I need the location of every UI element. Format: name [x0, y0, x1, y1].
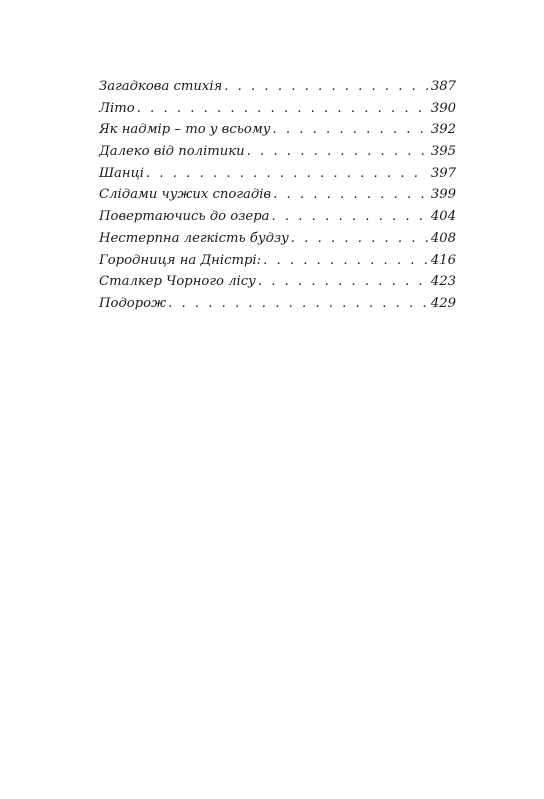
toc-entry-page: 408 — [430, 230, 456, 246]
table-of-contents — [99, 76, 456, 315]
toc-entry-page: 387 — [430, 79, 456, 94]
toc-entry-title: Далеко від політики — [99, 144, 245, 160]
toc-entry — [99, 184, 456, 206]
dot-leader — [146, 163, 428, 185]
dot-leader — [291, 228, 428, 250]
toc-entry — [99, 141, 456, 163]
toc-entry-title: Подорож — [99, 295, 167, 311]
toc-entry-title: Як надмір – то у всьому — [99, 122, 271, 138]
toc-entry-page: 390 — [430, 100, 456, 116]
toc-entry-title: Городниця на Дністрі: — [99, 252, 262, 268]
toc-entry — [99, 293, 456, 315]
toc-entry — [99, 271, 456, 293]
toc-entry-page: 392 — [430, 122, 456, 138]
toc-entry-title: Повертаючись до озера — [99, 209, 270, 225]
toc-entry-title: Нестерпна легкість будзу — [99, 230, 289, 246]
dot-leader — [168, 293, 428, 315]
toc-entry — [99, 76, 456, 98]
toc-entry-title: Слідами чужих спогадів — [99, 187, 272, 203]
toc-entry-title: Загадкова стихія — [99, 79, 223, 94]
dot-leader — [137, 98, 428, 120]
toc-entry-title: Сталкер Чорного лісу — [99, 274, 256, 290]
dot-leader — [272, 119, 427, 141]
toc-entry — [99, 163, 456, 185]
toc-entry-title: Шанці — [99, 165, 145, 181]
toc-entry-page: 397 — [430, 165, 456, 181]
toc-entry-page: 399 — [430, 187, 456, 203]
toc-entry — [99, 206, 456, 228]
toc-entry — [99, 228, 456, 250]
toc-entry-title: Літо — [99, 100, 135, 116]
toc-entry-page: 429 — [430, 295, 456, 311]
toc-entry-page: 423 — [430, 274, 456, 290]
toc-entry-page: 416 — [430, 252, 456, 268]
toc-entry-page: 395 — [430, 144, 456, 160]
dot-leader — [263, 250, 428, 272]
toc-entry-page: 404 — [430, 209, 456, 225]
toc-entry — [99, 250, 456, 272]
dot-leader — [258, 271, 428, 293]
dot-leader — [273, 184, 428, 206]
dot-leader — [272, 206, 428, 228]
toc-entry — [99, 98, 456, 120]
toc-entry — [99, 119, 456, 141]
dot-leader — [247, 141, 428, 163]
dot-leader — [224, 76, 428, 98]
